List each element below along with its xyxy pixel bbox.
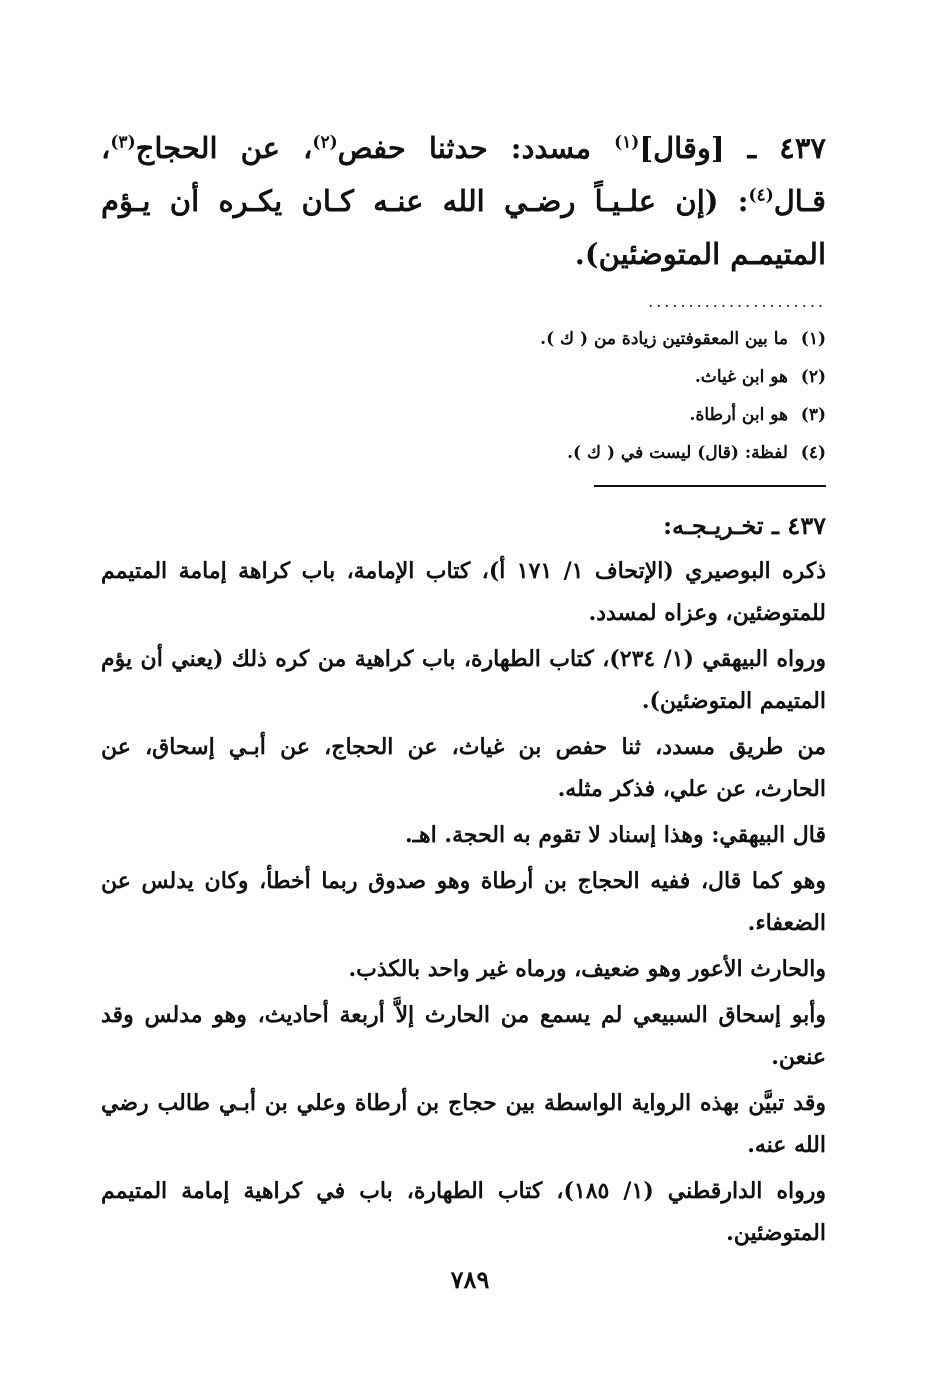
footnotes (101, 320, 826, 472)
footnote-text: هو ابن غياث. (694, 367, 788, 387)
takhrij-paragraph: وهو كما قال، ففيه الحجاج بن أرطاة وهو صدوق ربما أخطأ، وكان يدلس عن الضعفاء. (101, 868, 826, 936)
footnote-ref-1: (١) (614, 132, 640, 153)
takhrij-paragraph: وقد تبيَّن بهذه الرواية الواسطة بين حجاج بن أرطاة وعلي بن أبـي طالب رضي الله عنه. (101, 1090, 826, 1158)
footnote-ref-3: (٣) (110, 132, 136, 153)
footnote-item (101, 320, 826, 358)
footnote-text: لفظة: (قال) ليست في ( ك ). (567, 443, 788, 463)
footnote-item (101, 358, 826, 396)
takhrij-heading: ٤٣٧ ـ تخـريـجـه: (663, 511, 826, 540)
hadith-text (101, 122, 826, 281)
footnote-number: (٤) (800, 443, 826, 463)
footnote-number: (٣) (800, 405, 826, 425)
footnote-text: ما بين المعقوفتين زيادة من ( ك ). (540, 329, 788, 349)
takhrij-paragraph: ورواه البيهقي (١/ ٢٣٤)، كتاب الطهارة، باب كراهية من كره ذلك (يعني أن يؤم المتيمم المتوضئين). (101, 646, 827, 714)
footnote-ref-4: (٤) (748, 185, 774, 206)
section-divider (594, 485, 826, 487)
hadith-chain-part: ، عن الحجاج (135, 131, 313, 165)
footnote-item (101, 396, 826, 434)
takhrij-body (101, 550, 826, 1258)
takhrij-paragraph: ذكره البوصيري (الإتحاف ١/ ١٧١ أ)، كتاب الإمامة، باب كراهة إمامة المتيمم للمتوضئين، وعزاه لمسدد. (101, 558, 826, 626)
footnote-number: (١) (800, 329, 826, 349)
hadith-number: ٤٣٧ ـ (747, 131, 826, 165)
takhrij-paragraph: والحارث الأعور وهو ضعيف، ورماه غير واحد بالكذب. (348, 956, 826, 982)
takhrij-paragraph: وأبو إسحاق السبيعي لم يسمع من الحارث إلاَّ أربعة أحاديث، وهو مدلس وقد عنعن. (101, 1002, 826, 1070)
footnote-dotted-separator: ...................... (648, 292, 826, 311)
hadith-matn: : (إن علـيـاً رضـي الله عنـه كـان يكـره أن يـؤم المتيمـم المتوضئين). (101, 184, 826, 271)
hadith-insertion: [وقال] (639, 131, 725, 165)
hadith-chain-part: ، (101, 131, 111, 165)
footnote-number: (٢) (800, 367, 826, 387)
footnote-ref-2: (٢) (312, 132, 338, 153)
hadith-chain-part: مسدد: حدثنا حفص (337, 131, 615, 165)
takhrij-paragraph: ورواه الدارقطني (١/ ١٨٥)، كتاب الطهارة، باب في كراهية إمامة المتيمم المتوضئين. (101, 1178, 826, 1246)
page-number: ٧٨٩ (450, 1265, 490, 1294)
takhrij-paragraph: من طريق مسدد، ثنا حفص بن غياث، عن الحجاج، عن أبـي إسحاق، عن الحارث، عن علي، فذكر مثله. (101, 734, 826, 802)
takhrij-paragraph: قال البيهقي: وهذا إسناد لا تقوم به الحجة. اهـ. (404, 822, 826, 848)
footnote-item (101, 434, 826, 472)
footnote-text: هو ابن أرطاة. (689, 405, 788, 425)
hadith-said: قـال (773, 184, 826, 218)
